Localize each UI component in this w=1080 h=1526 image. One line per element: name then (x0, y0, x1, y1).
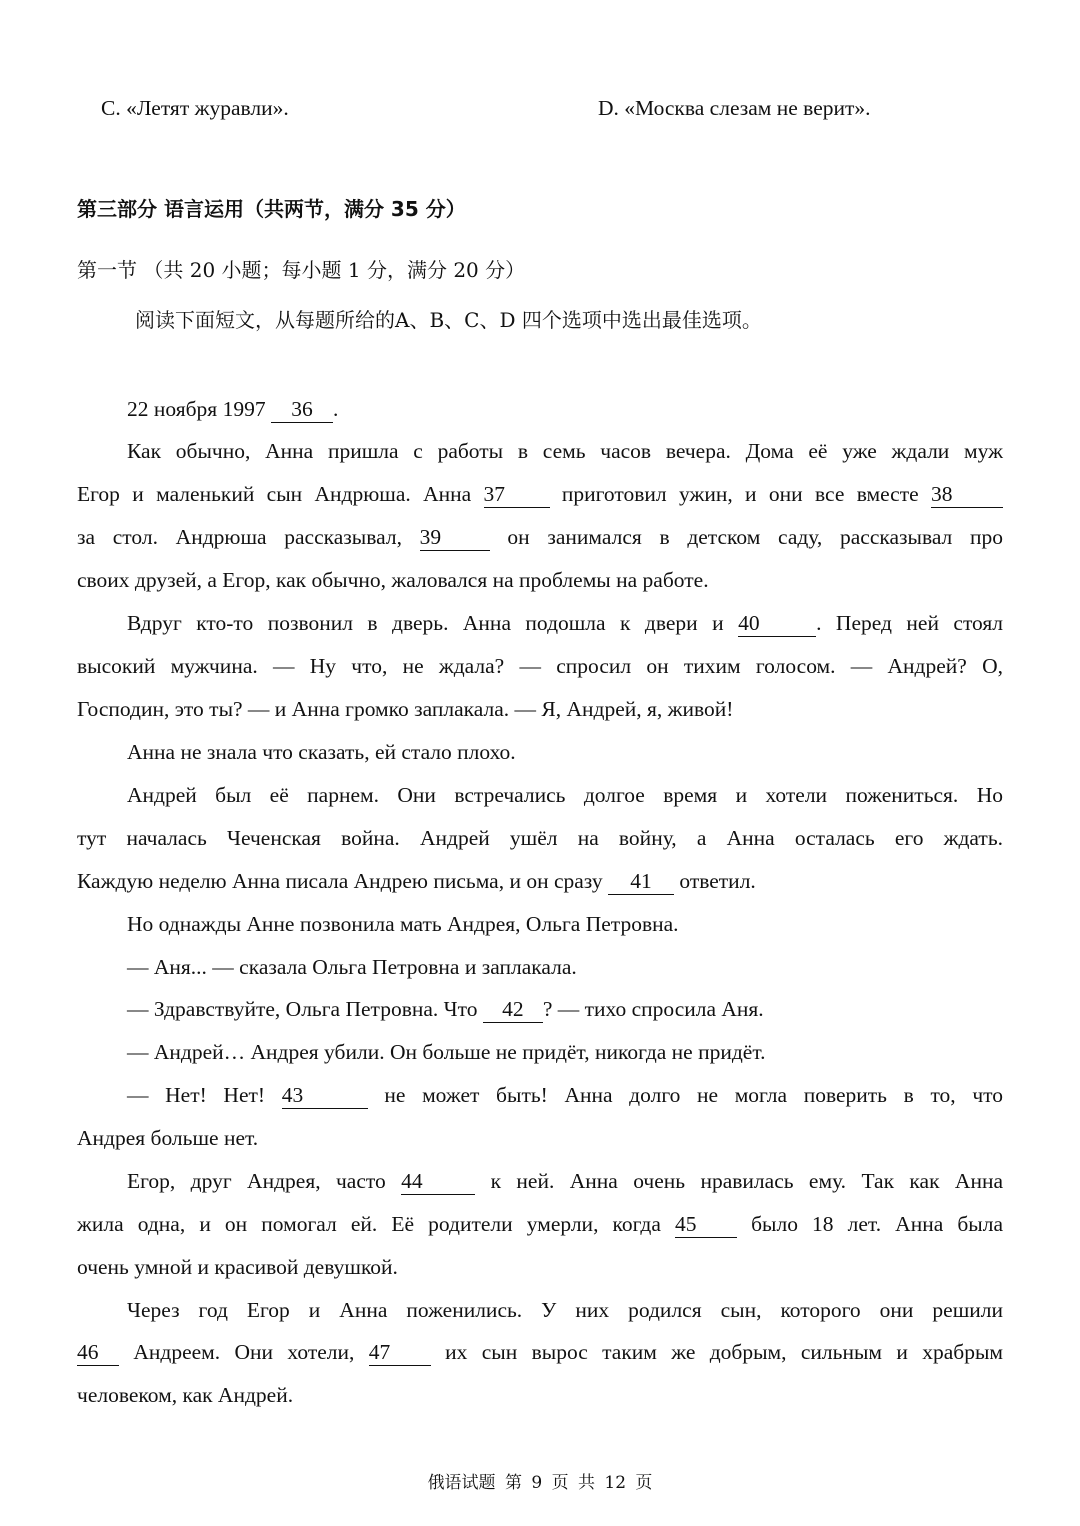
passage-line (127, 997, 1003, 1023)
text-span: не может быть! Анна долго не могла поверить в то, что (384, 1083, 1004, 1107)
passage-date (127, 397, 338, 423)
passage-line: человеком, как Андрей. (77, 1383, 294, 1407)
passage-line: своих друзей, а Егор, как обычно, жаловался на проблемы на работе. (77, 568, 709, 592)
date-text: 22 ноября 1997 (127, 397, 266, 421)
passage-line: Андрея больше нет. (77, 1126, 259, 1150)
text-span: Егор и маленький сын Андрюша. Анна (77, 482, 472, 506)
text-span: их сын вырос таким же добрым, сильным и храбрым (445, 1340, 1004, 1364)
text-span: было 18 лет. Анна была (751, 1212, 1004, 1236)
passage-line: высокий мужчина. — Ну что, не ждала? — спросил он тихим голосом. — Андрей? О, (77, 654, 1003, 678)
blank-47: 47 (369, 1342, 431, 1366)
blank-42: 42 (483, 999, 543, 1023)
blank-38: 38 (931, 484, 1003, 508)
passage-line: — Андрей… Андрея убили. Он больше не придёт, никогда не придёт. (127, 1040, 766, 1064)
text-span: жила одна, и он помогал ей. Её родители умерли, когда (77, 1212, 661, 1236)
text-span: — Нет! Нет! (127, 1083, 266, 1107)
text-span: к ней. Анна очень нравилась ему. Так как Анна (490, 1169, 1004, 1193)
date-end: . (332, 397, 339, 421)
passage-line (127, 611, 1003, 637)
text-span: — Здравствуйте, Ольга Петровна. Что (127, 997, 478, 1021)
blank-39: 39 (420, 527, 490, 551)
text-span: Андреем. Они хотели, (133, 1340, 355, 1364)
text-span: . Перед ней стоял (816, 611, 1004, 635)
passage-line: очень умной и красивой девушкой. (77, 1255, 398, 1279)
passage-line (127, 1083, 1003, 1109)
text-span: за стол. Андрюша рассказывал, (77, 525, 402, 549)
text-span: Каждую неделю Анна писала Андрею письма, и он сразу (77, 869, 603, 893)
passage-line (77, 869, 1003, 895)
text-span: ? — тихо спросила Аня. (542, 997, 764, 1021)
text-span: ответил. (679, 869, 756, 893)
passage-line: Анна не знала что сказать, ей стало плохо. (127, 740, 516, 764)
passage-line: Но однажды Анне позвонила мать Андрея, Ольга Петровна. (127, 912, 679, 936)
passage-line: Андрей был её парнем. Они встречались долгое время и хотели пожениться. Но (127, 783, 1003, 807)
option-d: D. «Москва слезам не верит». (598, 96, 871, 120)
blank-44: 44 (401, 1171, 475, 1195)
blank-37: 37 (484, 484, 550, 508)
passage-line: Через год Егор и Анна поженились. У них родился сын, которого они решили (127, 1298, 1003, 1322)
text-span: Егор, друг Андрея, часто (127, 1169, 386, 1193)
blank-43: 43 (282, 1085, 368, 1109)
blank-41: 41 (608, 871, 674, 895)
passage-line (77, 525, 1003, 551)
passage-line: Как обычно, Анна пришла с работы в семь часов вечера. Дома её уже ждали муж (127, 439, 1003, 463)
text-span: приготовил ужин, и они все вместе (561, 482, 919, 506)
text-span: он занимался в детском саду, рассказывал про (507, 525, 1004, 549)
subsection-heading: 第一节 （共 20 小题；每小题 1 分，满分 20 分） (77, 258, 526, 282)
blank-40: 40 (738, 613, 816, 637)
blank-46: 46 (77, 1342, 119, 1366)
passage-line: — Аня... — сказала Ольга Петровна и заплакала. (127, 955, 577, 979)
passage-line (77, 482, 1003, 508)
page-footer: 俄语试题 第 9 页 共 12 页 (427, 1473, 653, 1493)
passage-line (77, 1212, 1003, 1238)
text-span: Вдруг кто-то позвонил в дверь. Анна подошла к двери и (127, 611, 724, 635)
option-c: C. «Летят журавли». (101, 96, 289, 120)
passage-line: Господин, это ты? — и Анна громко заплакала. — Я, Андрей, я, живой! (77, 697, 734, 721)
blank-36: 36 (271, 399, 333, 423)
passage-line (127, 1169, 1003, 1195)
passage-line: тут началась Чеченская война. Андрей ушёл на войну, а Анна осталась его ждать. (77, 826, 1003, 850)
passage-line (77, 1340, 1003, 1366)
instruction: 阅读下面短文，从每题所给的A、B、C、D 四个选项中选出最佳选项。 (135, 308, 762, 332)
section-heading: 第三部分 语言运用（共两节，满分 35 分） (77, 197, 466, 221)
blank-45: 45 (675, 1214, 737, 1238)
